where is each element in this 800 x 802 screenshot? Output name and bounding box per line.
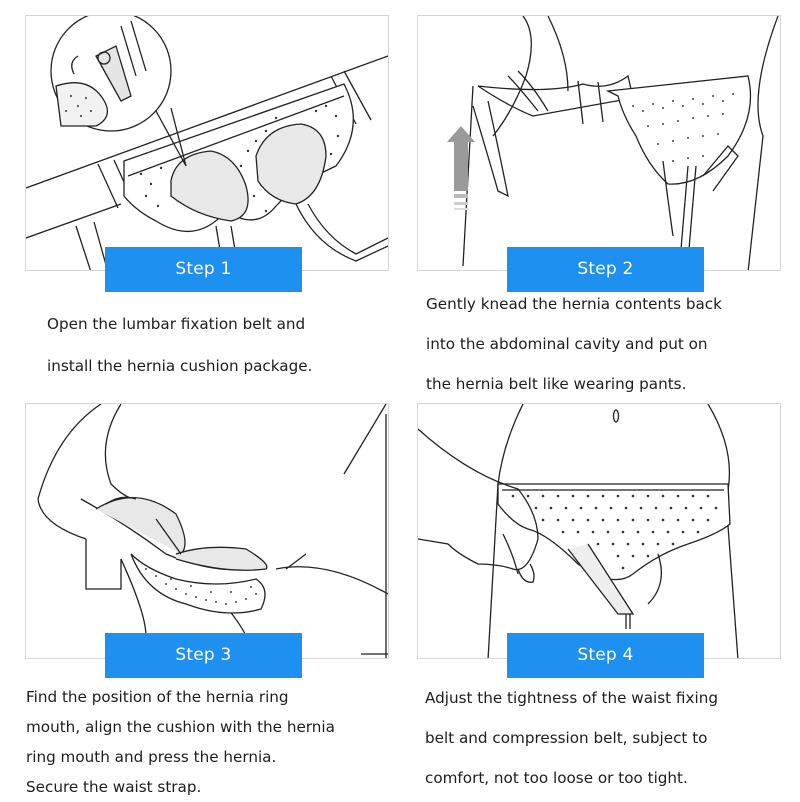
step-1-line-2: install the hernia cushion package. (47, 357, 313, 375)
step-2-description (426, 284, 722, 404)
step-4-line-3: comfort, not too loose or too tight. (425, 769, 688, 787)
belt-cushion-illustration (26, 16, 389, 271)
step-3-illustration-panel (25, 403, 389, 659)
step-2-line-2: into the abdominal cavity and put on (426, 335, 708, 353)
step-2-badge: Step 2 (507, 247, 704, 292)
step-4-line-2: belt and compression belt, subject to (425, 729, 708, 747)
step-3-line-4: Secure the waist strap. (26, 778, 202, 796)
step-1-badge: Step 1 (105, 247, 302, 292)
step-4-illustration-panel (417, 403, 781, 659)
step-1-description (47, 303, 312, 387)
step-4-line-1: Adjust the tightness of the waist fixing (425, 689, 718, 707)
step-2-line-1: Gently knead the hernia contents back (426, 295, 722, 313)
adjust-strap-illustration (418, 404, 781, 659)
wearing-belt-illustration (418, 16, 781, 271)
align-cushion-illustration (26, 404, 389, 659)
step-3-badge: Step 3 (105, 633, 302, 678)
step-4-badge: Step 4 (507, 633, 704, 678)
step-1-line-1: Open the lumbar fixation belt and (47, 315, 306, 333)
step-3-description (26, 682, 335, 802)
step-2-illustration-panel (417, 15, 781, 271)
step-2-line-3: the hernia belt like wearing pants. (426, 375, 687, 393)
step-1-illustration-panel (25, 15, 389, 271)
up-arrow-icon (447, 126, 475, 210)
step-3-line-3: ring mouth and press the hernia. (26, 748, 277, 766)
step-3-line-2: mouth, align the cushion with the hernia (26, 718, 335, 736)
step-4-description (425, 678, 718, 798)
step-3-line-1: Find the position of the hernia ring (26, 688, 289, 706)
